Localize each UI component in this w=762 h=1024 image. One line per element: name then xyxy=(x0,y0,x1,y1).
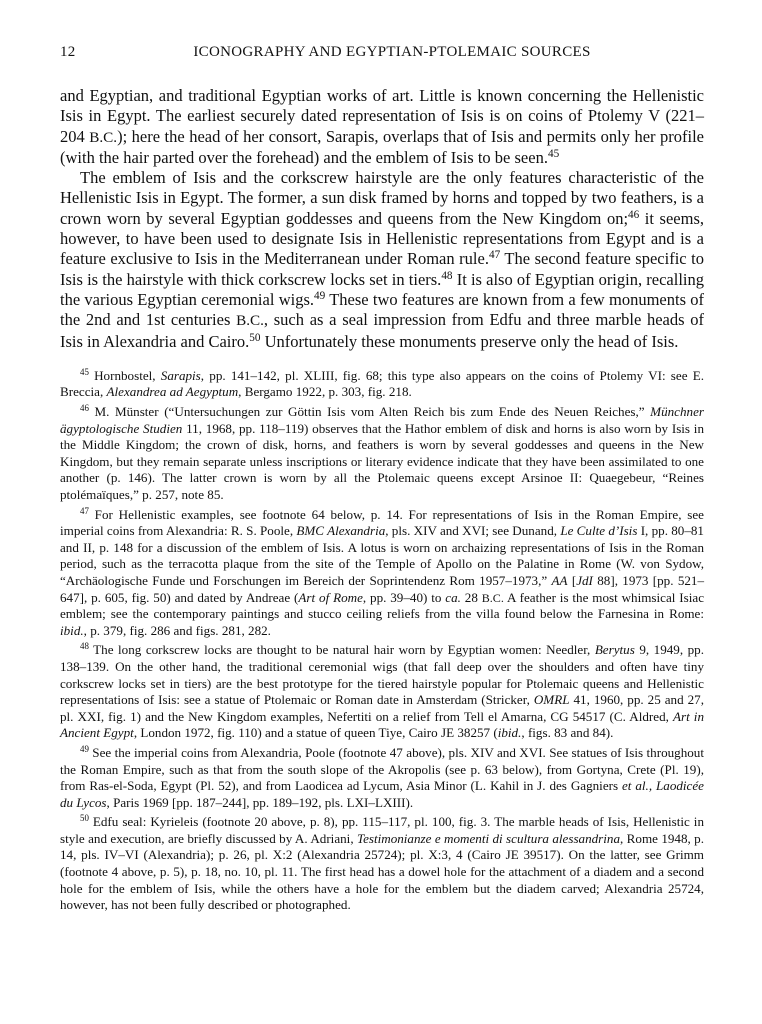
footnote-ref-49[interactable]: 49 xyxy=(314,289,326,302)
footnote-49: $^{49}$ See the imperial coins from Alexandria, Poole (footnote 47 above), pls. XIV and XVI. See statues of Isis throughout the Roman Empire, such as that from the south slope of the Akropolis (see p. 63 below), from Gortyna, Crete (Pl. 19), from Ras-el-Soda, Egypt (Pl. 52), and from Laodicea ad Lycum, Asia Minor (L. Kahil in J. des Gagniers et al., Laodicée du Lycos, Paris 1969 [pp. 187–244], pp. 189–192, pls. LXI–LXIII). xyxy=(60,744,704,810)
footnote-ref-45[interactable]: 45 xyxy=(547,147,560,160)
footnotes xyxy=(60,368,704,914)
running-head: ICONOGRAPHY AND EGYPTIAN-PTOLEMAIC SOURCES xyxy=(193,44,591,60)
body-text xyxy=(60,86,704,352)
footnote-50: $^{50}$ Edfu seal: Kyrieleis (footnote 20 above, p. 8), pp. 115–117, pl. 100, fig. 3. The marble heads of Isis, Hellenistic in style and execution, are briefly discussed by A. Adriani, Testimonianze e momenti di scultura alessandrina, Rome 1948, p. 14, pls. IV–VI (Alexandria); p. 26, pl. X:2 (Alexandria 25724); pl. X:3, 4 (Cairo JE 39517). On the latter, see Grimm (footnote 4 above, p. 5), p. 18, no. 10, pl. 11. The first head has a dowel hole for the attachment of a diadem and a second hole for the emblem of Isis, while the others have a hole for the emblem but the diadem carved; Alexandria 25724, however, has not been fully described or photographed. xyxy=(60,813,704,913)
footnote-ref-50[interactable]: 50 xyxy=(249,331,261,344)
footnote-48: $^{48}$ The long corkscrew locks are thought to be natural hair worn by Egyptian women: Needler, Berytus 9, 1949, pp. 138–139. On the other hand, the traditional ceremonial wigs (that fall deep over the shoulders and often have tiny corkscrew locks set in tiers) are the best prototype for the tiered hairstyle popular for Ptolemaic queens and Hellenistic representations of Isis: see a statue of Ptolemaic or Roman date in Amsterdam (Stricker, OMRL 41, 1960, pp. 25 and 27, pl. XXI, fig. 1) and the New Kingdom examples, Nefertiti on a relief from Tell el Amarna, CG 54517 (C. Aldred, Art in Ancient Egypt, London 1972, fig. 110) and a statue of queen Tiye, Cairo JE 38257 (ibid., figs. 83 and 84). xyxy=(60,641,705,741)
footnote-ref-47[interactable]: 47 xyxy=(488,249,501,262)
body-paragraph-1: and Egyptian, and traditional Egyptian works of art. Little is known concerning the Hellenistic Isis in Egypt. The earliest securely dated representation of Isis is on coins of Ptolemy V (221–204 B.C.); here the head of her consort, Sarapis, overlaps that of Isis and permits only her profile (with the hair parted over the forehead) and the emblem of Isis to be seen.$^{45}$ xyxy=(60,86,704,167)
page-header xyxy=(60,44,704,66)
footnote-47: $^{47}$ For Hellenistic examples, see footnote 64 below, p. 14. For representations of Isis in the Roman Empire, see imperial coins from Alexandria: R. S. Poole, BMC Alexandria, pls. XIV and XVI; see Dunand, Le Culte d’Isis I, pp. 80–81 and II, p. 148 for a discussion of the emblem of Isis. A lotus is worn on archaizing representations of Isis in the Roman period, such as the terracotta plaque from the site of the Temple of Apollo on the Palatine in Rome (W. von Sydow, “Archäologische Funde und Forschungen im Bereich der Soprintendenz Rom 1957–1973,” AA [JdI 88], 1973 [pp. 521–647], p. 605, fig. 50) and dated by Andreae (Art of Rome, pp. 39–40) to ca. 28 B.C. A feather is the most whimsical Isiac emblem; see the contemporary paintings and stucco ceiling reliefs from the villa found below the Farnesina in Rome: ibid., p. 379, fig. 286 and figs. 281, 282. xyxy=(60,505,705,638)
page xyxy=(60,44,704,917)
body-paragraph-2: The emblem of Isis and the corkscrew hairstyle are the only features characteristic of the Hellenistic Isis in Egypt. The former, a sun disk framed by horns and topped by two feathers, is a crown worn by several Egyptian goddesses and queens from the New Kingdom on;$^{46}$ it seems, however, to have been used to designate Isis in Hellenistic representations from Egypt and is a feature exclusive to Isis in the Mediterranean under Roman rule.$^{47}$ The second feature specific to Isis is the hairstyle with thick corkscrew locks set in tiers.$^{48}$ It is also of Egyptian origin, recalling the various Egyptian ceremonial wigs.$^{49}$ These two features are known from a few monuments of the 2nd and 1st centuries B.C., such as a seal impression from Edfu and three marble heads of Isis in Alexandria and Cairo.$^{50}$ Unfortunately these monuments preserve only the head of Isis. xyxy=(60,168,705,351)
footnote-45: $^{45}$ Hornbostel, Sarapis, pp. 141–142, pl. XLIII, fig. 68; this type also appears on the coins of Ptolemy VI: see E. Breccia, Alexandrea ad Aegyptum, Bergamo 1922, p. 303, fig. 218. xyxy=(60,366,704,400)
footnote-ref-48[interactable]: 48 xyxy=(441,269,453,282)
footnote-46: $^{46}$ M. Münster (“Untersuchungen zur Göttin Isis vom Alten Reich bis zum Ende des Neuen Reiches,” Münchner ägyptologische Studien 11, 1968, pp. 118–119) observes that the Hathor emblem of disk and horns is also worn by Isis in the Middle Kingdom; the crown of disk, horns, and feathers is worn by several goddesses and queens in the New Kingdom, but they remain separate unless inscriptions or literary evidence indicate that they have been assimilated to one another (p. 146). The latter crown is worn by all the Ptolemaic queens except Arsinoe II: Quaegebeur, “Reines ptolémaïques,” p. 257, note 85. xyxy=(60,403,704,503)
footnote-ref-46[interactable]: 46 xyxy=(628,208,640,221)
page-number: 12 xyxy=(60,44,76,60)
